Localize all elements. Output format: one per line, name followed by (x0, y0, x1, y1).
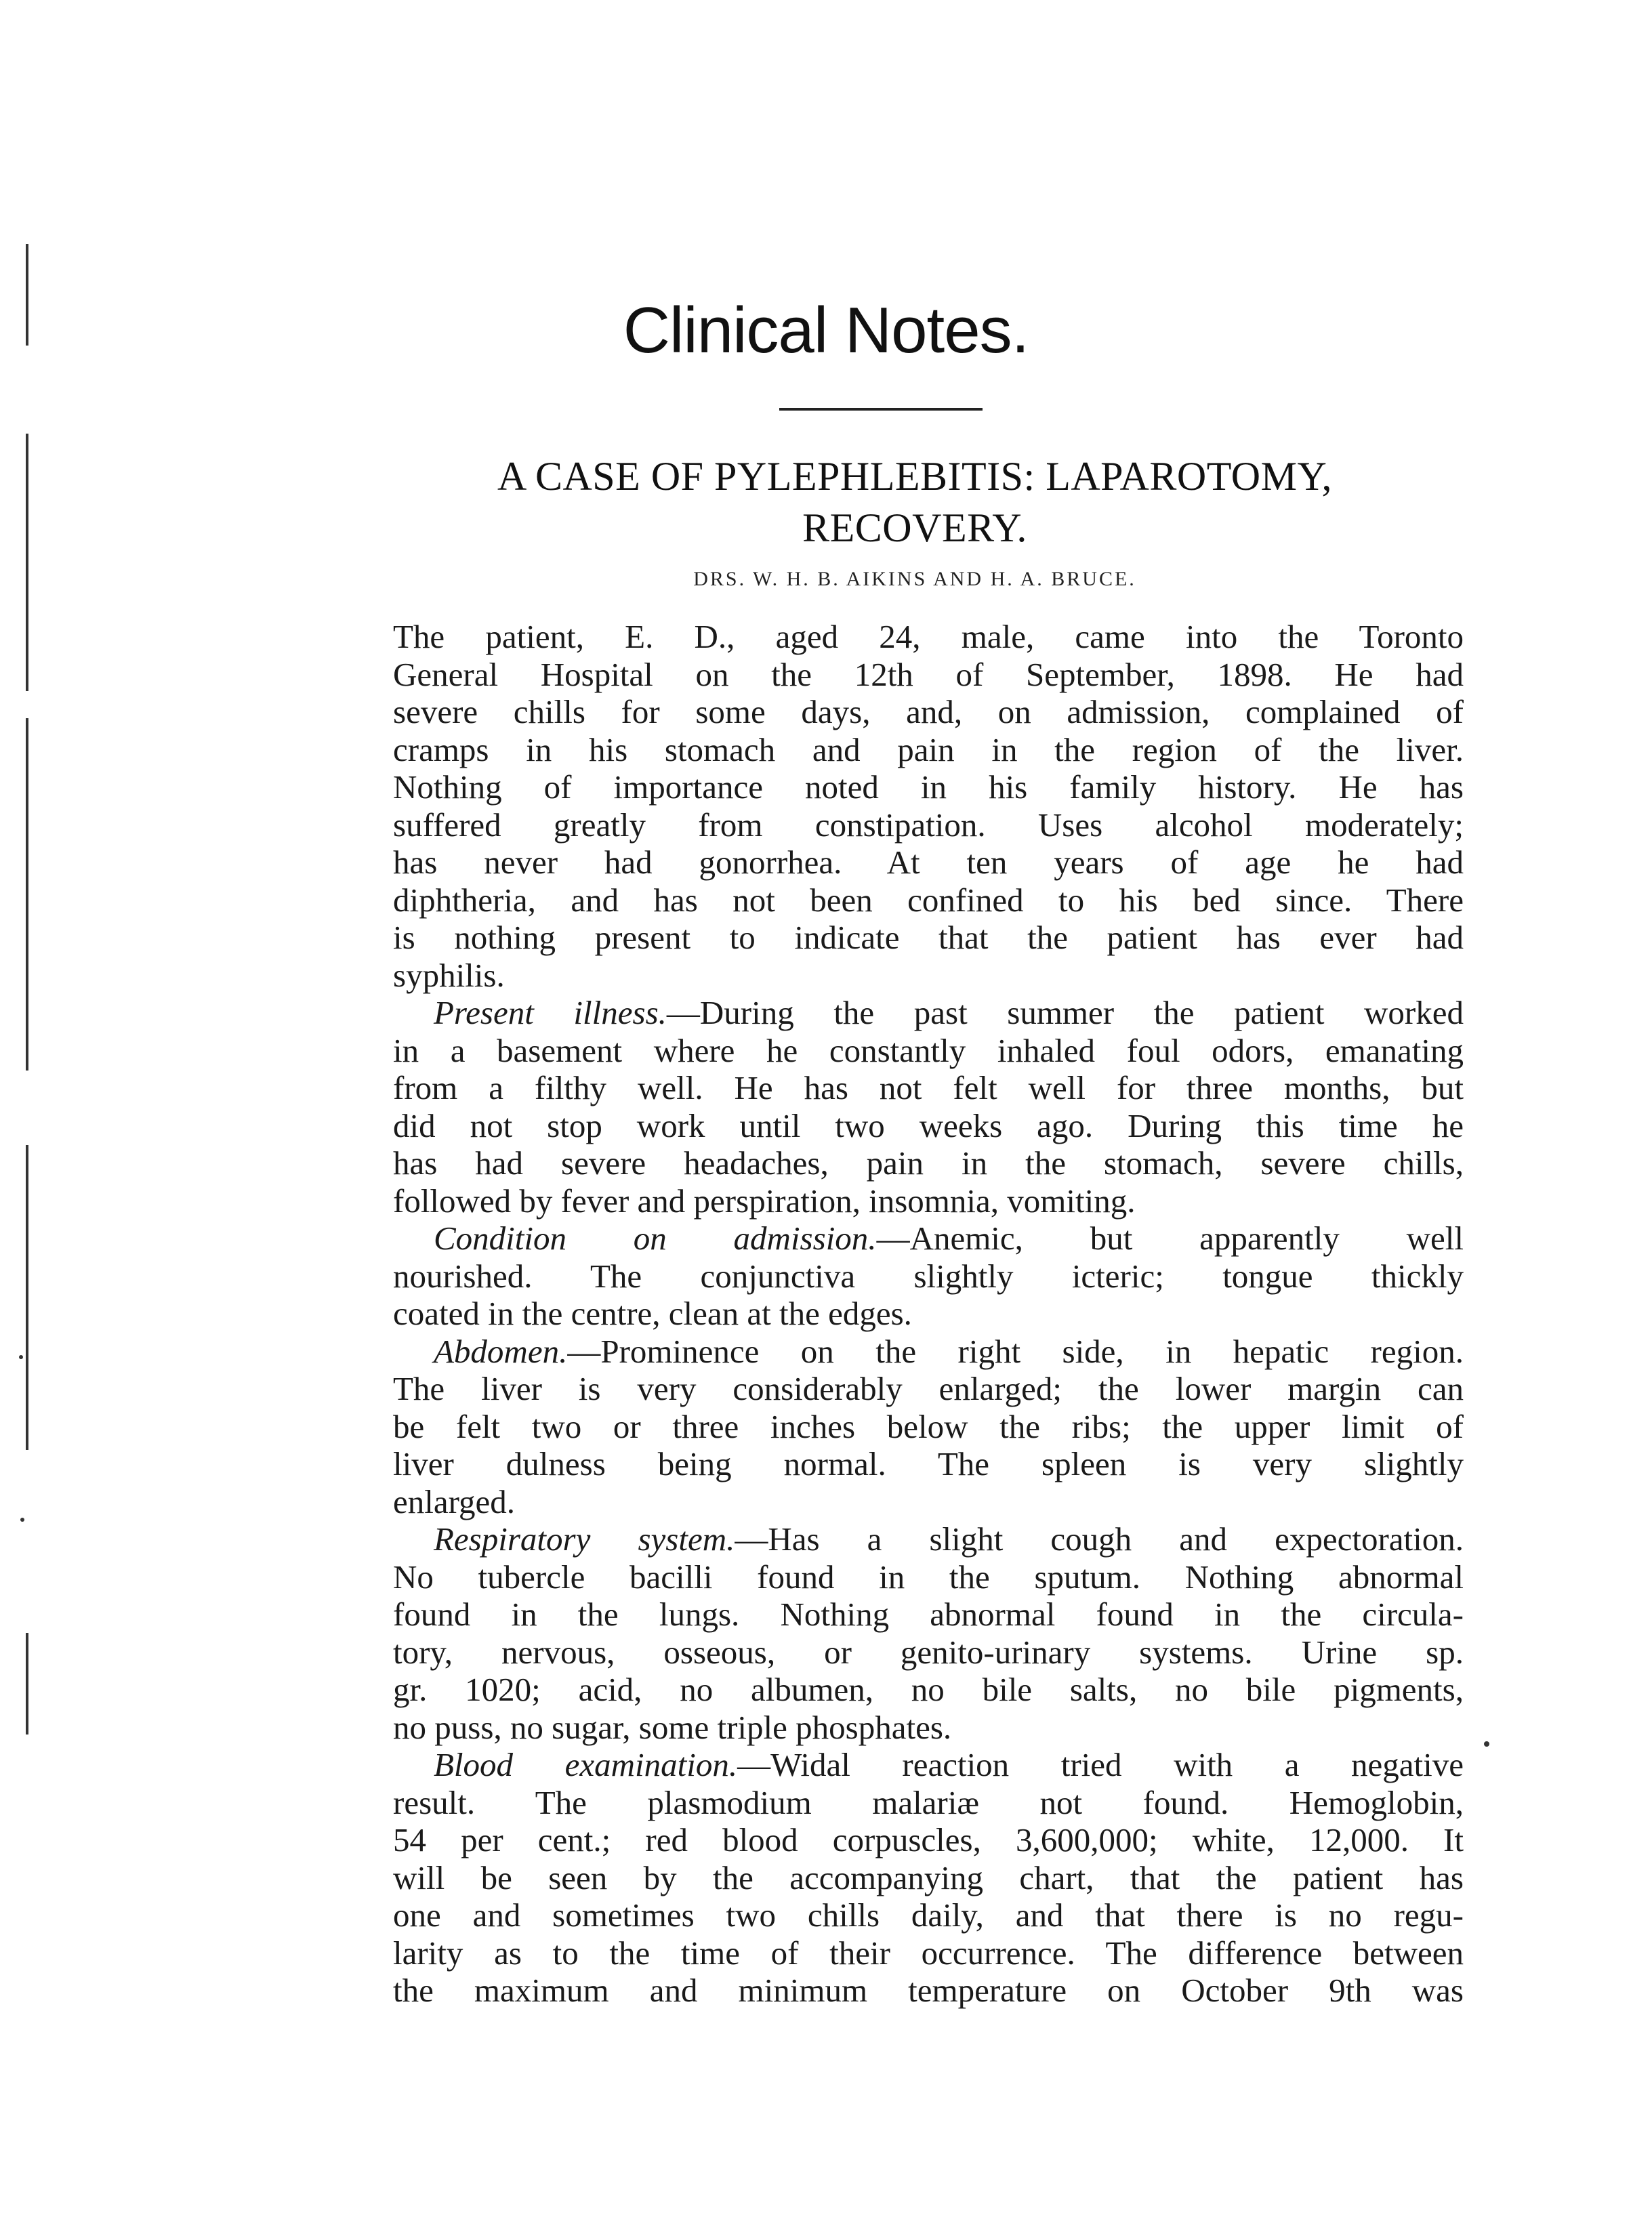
text-line (393, 1896, 1464, 1934)
text-line (393, 1671, 1464, 1709)
title-rule (779, 408, 983, 411)
line-text: did not stop work until two weeks ago. During this time he (393, 1106, 1464, 1144)
line-text: no puss, no sugar, some triple phosphates. (393, 1708, 952, 1746)
line-text: severe chills for some days, and, on admission, complained of (393, 693, 1464, 730)
line-text: gr. 1020; acid, no albumen, no bile salts, no bile pigments, (393, 1671, 1464, 1708)
text-line (393, 1709, 1464, 1747)
text-line (393, 1408, 1464, 1446)
line-text: Nothing of importance noted in his family history. He has (393, 768, 1464, 806)
text-line (393, 731, 1464, 769)
line-text: The liver is very considerably enlarged; the lower margin can (393, 1370, 1464, 1407)
paragraph-heading: Blood examination. (434, 1746, 738, 1783)
text-line (393, 844, 1464, 881)
article-body (393, 618, 1464, 2010)
line-text: diphtheria, and has not been confined to his bed since. There (393, 881, 1464, 919)
text-line (393, 1934, 1464, 1972)
text-line (393, 1069, 1464, 1107)
line-text: nourished. The conjunctiva slightly icteric; tongue thickly (393, 1257, 1464, 1295)
text-line (393, 768, 1464, 806)
line-text: will be seen by the accompanying chart, that the patient has (393, 1858, 1464, 1896)
line-text: —Prominence on the right side, in hepatic region. (567, 1332, 1464, 1370)
margin-mark (26, 1145, 28, 1450)
line-text: followed by fever and perspiration, insomnia, vomiting. (393, 1182, 1136, 1220)
text-line (393, 881, 1464, 919)
paragraph-heading: Present illness. (434, 994, 667, 1031)
paragraph-heading: Condition on admission. (434, 1220, 877, 1257)
text-line (393, 957, 1464, 995)
text-line (393, 693, 1464, 731)
text-line (393, 1220, 1464, 1258)
line-text: has had severe headaches, pain in the stomach, severe chills, (393, 1144, 1464, 1182)
margin-mark (1484, 1741, 1489, 1747)
text-line (393, 1182, 1464, 1220)
text-line (393, 1032, 1464, 1070)
text-line (393, 1972, 1464, 2010)
line-text: —During the past summer the patient worked (666, 994, 1464, 1031)
text-line (393, 1520, 1464, 1558)
line-text: from a filthy well. He has not felt well for three months, but (393, 1069, 1464, 1106)
text-line (393, 1144, 1464, 1182)
paragraph-heading: Respiratory system. (434, 1520, 735, 1558)
margin-mark (19, 1355, 23, 1359)
line-text: coated in the centre, clean at the edges. (393, 1295, 912, 1332)
text-line (393, 1483, 1464, 1521)
margin-mark (26, 718, 28, 1071)
article-title-line: A CASE OF PYLEPHLEBITIS: LAPAROTOMY, (497, 454, 1333, 499)
text-line (393, 1596, 1464, 1634)
article-title (407, 451, 1423, 554)
section-title: Clinical Notes. (623, 294, 1029, 367)
line-text: in a basement where he constantly inhaled foul odors, emanating (393, 1031, 1464, 1069)
line-text: liver dulness being normal. The spleen is very slightly (393, 1445, 1464, 1482)
line-text: syphilis. (393, 956, 505, 994)
text-line (393, 1333, 1464, 1371)
line-text: result. The plasmodium malariæ not found. Hemoglobin, (393, 1783, 1464, 1821)
line-text: cramps in his stomach and pain in the region of the liver. (393, 730, 1464, 768)
text-line (393, 1859, 1464, 1897)
text-line (393, 1107, 1464, 1145)
text-line (393, 1746, 1464, 1784)
line-text: suffered greatly from constipation. Uses alcohol moderately; (393, 806, 1464, 844)
text-line (393, 1784, 1464, 1822)
line-text: No tubercle bacilli found in the sputum. Nothing abnormal (393, 1558, 1464, 1596)
line-text: 54 per cent.; red blood corpuscles, 3,600,000; white, 12,000. It (393, 1821, 1464, 1858)
line-text: General Hospital on the 12th of September, 1898. He had (393, 655, 1464, 693)
line-text: —Anemic, but apparently well (876, 1220, 1464, 1257)
line-text: The patient, E. D., aged 24, male, came into the Toronto (393, 618, 1464, 655)
line-text: found in the lungs. Nothing abnormal found in the circula- (393, 1596, 1464, 1633)
line-text: one and sometimes two chills daily, and that there is no regu- (393, 1896, 1464, 1934)
line-text: enlarged. (393, 1482, 516, 1520)
article-title-line: RECOVERY. (802, 505, 1027, 550)
paragraph-heading: Abdomen. (434, 1332, 568, 1370)
text-line (393, 806, 1464, 844)
margin-mark (26, 434, 28, 691)
line-text: has never had gonorrhea. At ten years of age he had (393, 844, 1464, 881)
text-line (393, 1370, 1464, 1408)
margin-mark (26, 1633, 28, 1734)
line-text: the maximum and minimum temperature on October 9th was (393, 1972, 1464, 2009)
line-text: —Has a slight cough and expectoration. (735, 1520, 1464, 1558)
line-text: tory, nervous, osseous, or genito-urinary systems. Urine sp. (393, 1633, 1464, 1671)
text-line (393, 656, 1464, 694)
text-line (393, 1295, 1464, 1333)
text-line (393, 1445, 1464, 1483)
line-text: is nothing present to indicate that the patient has ever had (393, 919, 1464, 956)
text-line (393, 994, 1464, 1032)
line-text: —Widal reaction tried with a negative (737, 1746, 1464, 1783)
line-text: be felt two or three inches below the ribs; the upper limit of (393, 1407, 1464, 1445)
line-text: larity as to the time of their occurrence. The difference between (393, 1934, 1464, 1972)
text-line (393, 1558, 1464, 1596)
article-authors: DRS. W. H. B. AIKINS AND H. A. BRUCE. (693, 568, 1136, 590)
text-line (393, 618, 1464, 656)
text-line (393, 919, 1464, 957)
text-line (393, 1258, 1464, 1295)
margin-mark (20, 1518, 24, 1522)
text-line (393, 1634, 1464, 1671)
text-line (393, 1821, 1464, 1859)
